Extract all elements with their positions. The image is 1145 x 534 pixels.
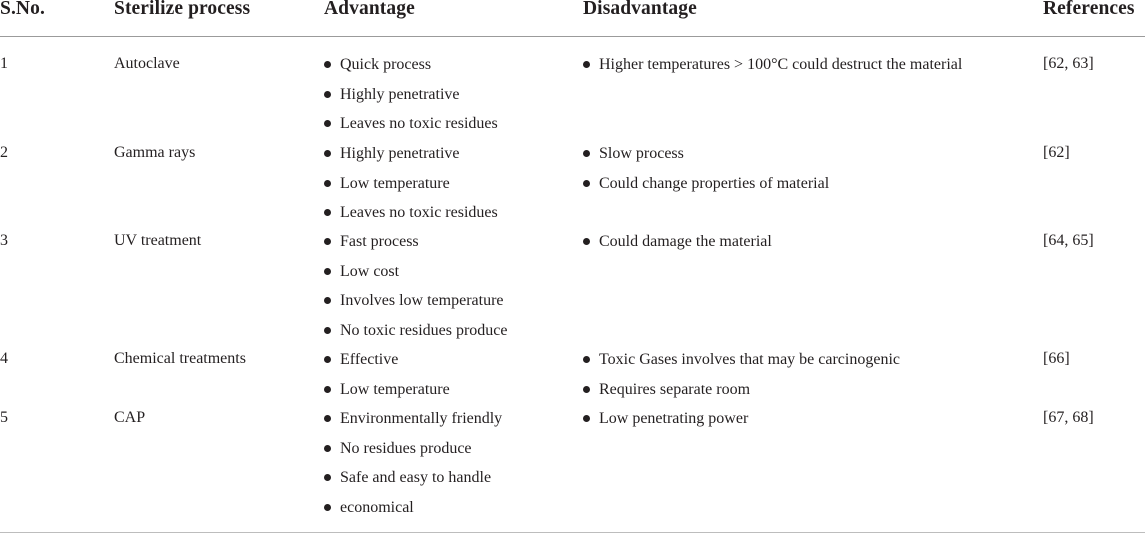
advantage-item: Low cost bbox=[324, 262, 508, 292]
header-sno: S.No. bbox=[0, 0, 45, 19]
advantage-item: Effective bbox=[324, 350, 450, 380]
advantage-item: Highly penetrative bbox=[324, 85, 498, 115]
row-references: [62, 63] bbox=[1043, 55, 1094, 72]
advantage-list bbox=[324, 350, 450, 409]
advantage-list bbox=[324, 144, 498, 233]
advantage-item: economical bbox=[324, 498, 502, 528]
disadvantage-item: Higher temperatures > 100°C could destruct the material bbox=[583, 55, 962, 85]
table-bottom-rule bbox=[0, 532, 1145, 533]
table-header-row bbox=[0, 0, 1145, 37]
row-process: UV treatment bbox=[114, 232, 202, 249]
advantage-item: Involves low temperature bbox=[324, 291, 508, 321]
row-references: [67, 68] bbox=[1043, 409, 1094, 426]
row-process: Autoclave bbox=[114, 55, 180, 72]
row-process: Gamma rays bbox=[114, 144, 196, 161]
advantage-item: No residues produce bbox=[324, 439, 502, 469]
disadvantage-item: Toxic Gases involves that may be carcinogenic bbox=[583, 350, 900, 380]
disadvantage-list bbox=[583, 144, 829, 203]
disadvantage-item: Low penetrating power bbox=[583, 409, 748, 439]
advantage-item: Low temperature bbox=[324, 174, 498, 204]
row-process: Chemical treatments bbox=[114, 350, 246, 367]
advantage-item: Leaves no toxic residues bbox=[324, 203, 498, 233]
disadvantage-list bbox=[583, 232, 772, 262]
row-references: [66] bbox=[1043, 350, 1070, 367]
disadvantage-list bbox=[583, 55, 962, 85]
advantage-item: Low temperature bbox=[324, 380, 450, 410]
row-references: [64, 65] bbox=[1043, 232, 1094, 249]
row-references: [62] bbox=[1043, 144, 1070, 161]
row-sno: 4 bbox=[0, 350, 8, 367]
row-process: CAP bbox=[114, 409, 146, 426]
disadvantage-list bbox=[583, 350, 900, 409]
disadvantage-item: Requires separate room bbox=[583, 380, 900, 410]
advantage-list bbox=[324, 55, 498, 144]
advantage-item: Quick process bbox=[324, 55, 498, 85]
row-sno: 2 bbox=[0, 144, 8, 161]
advantage-item: Safe and easy to handle bbox=[324, 468, 502, 498]
advantage-item: Fast process bbox=[324, 232, 508, 262]
advantage-item: Highly penetrative bbox=[324, 144, 498, 174]
disadvantage-item: Could damage the material bbox=[583, 232, 772, 262]
disadvantage-item: Slow process bbox=[583, 144, 829, 174]
row-sno: 1 bbox=[0, 55, 8, 72]
row-sno: 3 bbox=[0, 232, 8, 249]
header-process: Sterilize process bbox=[114, 0, 251, 19]
header-disadvantage: Disadvantage bbox=[583, 0, 697, 19]
advantage-item: No toxic residues produce bbox=[324, 321, 508, 351]
header-advantage: Advantage bbox=[324, 0, 415, 19]
advantage-item: Leaves no toxic residues bbox=[324, 114, 498, 144]
advantage-list bbox=[324, 409, 502, 527]
disadvantage-item: Could change properties of material bbox=[583, 174, 829, 204]
advantage-item: Environmentally friendly bbox=[324, 409, 502, 439]
header-references: References bbox=[1043, 0, 1135, 19]
row-sno: 5 bbox=[0, 409, 8, 426]
advantage-list bbox=[324, 232, 508, 350]
disadvantage-list bbox=[583, 409, 748, 439]
